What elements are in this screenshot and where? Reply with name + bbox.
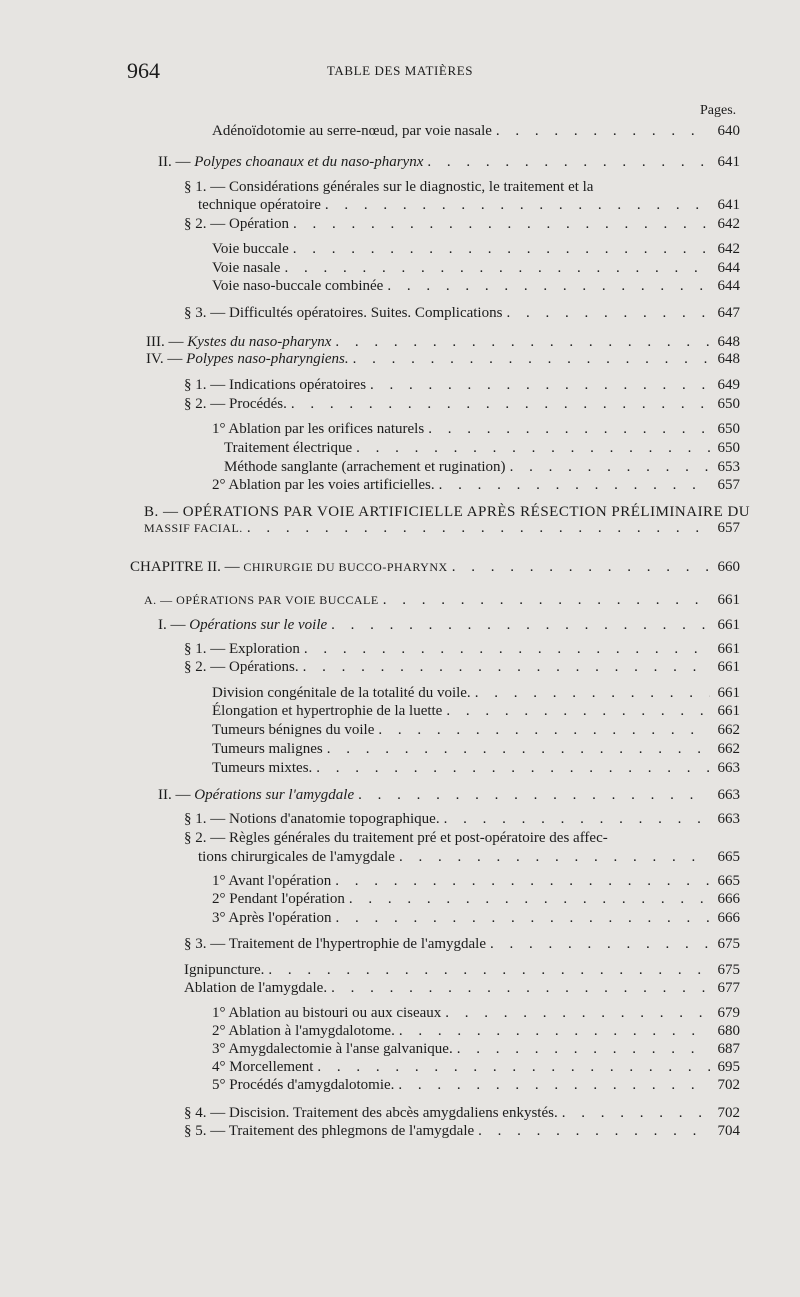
toc-entry: Tumeurs bénignes du voile . . . 662 [212,721,740,739]
toc-entry: technique opératoire . . . 641 [198,196,740,214]
toc-entry: A. — OPÉRATIONS PAR VOIE BUCCALE . . . 661 [144,591,740,609]
toc-entry: 1° Ablation au bistouri ou aux ciseaux . . . 679 [212,1004,740,1022]
toc-entry: 5° Procédés d'amygdalotomie. . . . 702 [212,1076,740,1094]
toc-entry: CHAPITRE II. — CHIRURGIE DU BUCCO-PHARYNX . . . 660 [130,558,740,576]
running-head: TABLE DES MATIÈRES [326,63,474,78]
toc-entry: II. — Polypes choanaux et du naso-pharynx . . . 641 [158,153,740,171]
toc-entry: Méthode sanglante (arrachement et rugination) . . . 653 [224,458,740,476]
toc-entry-line: § 2. — Règles générales du traitement pré et post-opératoire des affec- [184,830,608,846]
toc-entry: III. — Kystes du naso-pharynx . . . 648 [146,333,740,351]
toc-entry: I. — Opérations sur le voile . . . 661 [158,616,740,634]
toc-entry: § 1. — Indications opératoires . . . 649 [184,376,740,394]
toc-entry: § 2. — Opérations. . . . 661 [184,658,740,676]
toc-entry: 2° Pendant l'opération . . . 666 [212,890,740,908]
toc-entry: § 2. — Opération . . . 642 [184,215,740,233]
toc-entry: § 3. — Traitement de l'hypertrophie de l'amygdale . . . 675 [184,935,740,953]
toc-entry: Voie nasale . . . 644 [212,259,740,277]
toc-entry: § 4. — Discision. Traitement des abcès amygdaliens enkystés. . . . 702 [184,1104,740,1122]
toc-entry: § 1. — Exploration . . . 661 [184,640,740,658]
toc-entry: Voie naso-buccale combinée . . . 644 [212,277,740,295]
toc-entry-line: B. — OPÉRATIONS PAR VOIE ARTIFICIELLE APRÈS RÉSECTION PRÉLIMINAIRE DU [144,504,751,520]
toc-entry: Élongation et hypertrophie de la luette . . . 661 [212,702,740,720]
toc-entry: § 2. — Procédés. . . . 650 [184,395,740,413]
toc-entry: 2° Ablation par les voies artificielles. . . . 657 [212,476,740,494]
toc-entry: Adénoïdotomie au serre-nœud, par voie nasale . . . 640 [212,122,740,140]
toc-entry: Ignipuncture. . . . 675 [184,961,740,979]
toc-entry: 3° Après l'opération . . . 666 [212,909,740,927]
toc-entry: Tumeurs mixtes. . . . 663 [212,759,740,777]
toc-entry: Division congénitale de la totalité du voile. . . . 661 [212,684,740,702]
toc-entry: Tumeurs malignes . . . 662 [212,740,740,758]
toc-entry: § 5. — Traitement des phlegmons de l'amygdale . . . 704 [184,1122,740,1140]
toc-entry: 1° Ablation par les orifices naturels . . . 650 [212,420,740,438]
toc-entry: IV. — Polypes naso-pharyngiens. . . . 648 [146,350,740,368]
toc-entry: MASSIF FACIAL. . . . 657 [144,519,740,537]
toc-entry: 4° Morcellement . . . 695 [212,1058,740,1076]
toc-entry: 2° Ablation à l'amygdalotome. . . . 680 [212,1022,740,1040]
toc-entry: tions chirurgicales de l'amygdale . . . 665 [198,848,740,866]
page-number: 964 [127,58,160,83]
toc-entry: Traitement électrique . . . 650 [224,439,740,457]
pages-label: Pages. [700,103,737,118]
toc-entry: Voie buccale . . . 642 [212,240,740,258]
toc-entry: II. — Opérations sur l'amygdale . . . 663 [158,786,740,804]
toc-entry: 1° Avant l'opération . . . 665 [212,872,740,890]
toc-entry-line: § 1. — Considérations générales sur le diagnostic, le traitement et la [184,179,594,195]
toc-entry: § 3. — Difficultés opératoires. Suites. Complications . . . 647 [184,304,740,322]
toc-entry: Ablation de l'amygdale. . . . 677 [184,979,740,997]
toc-entry: 3° Amygdalectomie à l'anse galvanique. . . . 687 [212,1040,740,1058]
toc-entry: § 1. — Notions d'anatomie topographique. . . . 663 [184,810,740,828]
